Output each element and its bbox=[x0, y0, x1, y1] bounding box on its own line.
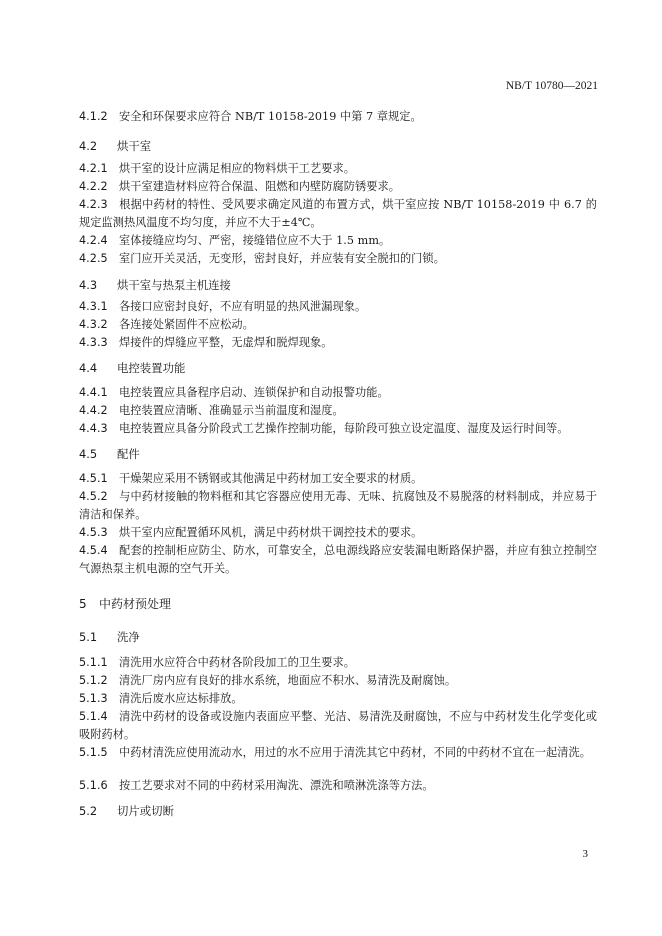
clause-4-4-1 bbox=[79, 384, 597, 402]
clause-text: 电控装置应清晰、准确显示当前温度和湿度。 bbox=[119, 404, 344, 417]
clause-number: 4.2.3 bbox=[79, 198, 108, 211]
clause-4-5-3 bbox=[79, 524, 597, 542]
clause-number: 4.5.1 bbox=[79, 472, 108, 485]
clause-text: 烘干室内应配置循环风机，满足中药材烘干调控技术的要求。 bbox=[119, 526, 423, 539]
clause-5-1-4 bbox=[79, 708, 597, 743]
heading-4-3 bbox=[79, 276, 597, 294]
heading-text: 洗净 bbox=[117, 630, 140, 644]
clause-4-5-2 bbox=[79, 488, 597, 523]
chapter-title: 中药材预处理 bbox=[99, 597, 172, 611]
clause-text: 根据中药材的特性、受风要求确定风道的布置方式，烘干室应按 NB/T 10158-2019 中 6.7 的规定监测热风温度不均匀度，并应不大于±4℃。 bbox=[79, 198, 597, 229]
clause-number: 5.1.3 bbox=[79, 692, 108, 705]
clause-number: 4.2.5 bbox=[79, 252, 108, 265]
clause-4-4-3 bbox=[79, 420, 597, 438]
clause-4-3-1 bbox=[79, 298, 597, 316]
heading-number: 4.5 bbox=[79, 447, 98, 461]
clause-4-5-1 bbox=[79, 470, 597, 488]
clause-number: 4.3.2 bbox=[79, 318, 108, 331]
clause-text: 安全和环保要求应符合 NB/T 10158-2019 中第 7 章规定。 bbox=[119, 110, 422, 123]
clause-text: 清洗中药材的设备或设施内表面应平整、光洁、易清洗及耐腐蚀，不应与中药材发生化学变化或吸附药材。 bbox=[79, 710, 597, 741]
heading-number: 4.4 bbox=[79, 361, 98, 375]
clause-number: 4.5.2 bbox=[79, 490, 108, 503]
heading-text: 电控装置功能 bbox=[117, 361, 186, 375]
clause-number: 4.4.1 bbox=[79, 386, 108, 399]
clause-number: 4.3.1 bbox=[79, 300, 108, 313]
clause-text: 中药材清洗应使用流动水，用过的水不应用于清洗其它中药材，不同的中药材不宜在一起清洗。 bbox=[119, 746, 591, 759]
clause-4-3-2 bbox=[79, 316, 597, 334]
heading-text: 烘干室 bbox=[117, 139, 152, 153]
clause-5-1-1 bbox=[79, 654, 597, 672]
heading-text: 配件 bbox=[117, 447, 140, 461]
clause-text: 室体接缝应均匀、严密，接缝错位应不大于 1.5 mm。 bbox=[119, 234, 391, 247]
clause-text: 各接口应密封良好，不应有明显的热风泄漏现象。 bbox=[119, 300, 367, 313]
clause-5-1-2 bbox=[79, 672, 597, 690]
heading-4-5 bbox=[79, 445, 597, 463]
clause-text: 清洗厂房内应有良好的排水系统，地面应不积水、易清洗及耐腐蚀。 bbox=[119, 674, 457, 687]
clause-4-2-4 bbox=[79, 232, 597, 250]
heading-number: 5.2 bbox=[79, 804, 98, 818]
clause-text: 配套的控制柜应防尘、防水，可靠安全，总电源线路应安装漏电断路保护器，并应有独立控制空气源热泵主机电源的空气开关。 bbox=[79, 544, 597, 575]
clause-4-5-4 bbox=[79, 542, 597, 577]
clause-text: 清洗用水应符合中药材各阶段加工的卫生要求。 bbox=[119, 656, 355, 669]
clause-number: 5.1.5 bbox=[79, 746, 108, 759]
clause-text: 焊接件的焊缝应平整，无虚焊和脱焊现象。 bbox=[119, 336, 333, 349]
clause-text: 烘干室的设计应满足相应的物料烘干工艺要求。 bbox=[119, 162, 355, 175]
clause-number: 5.1.4 bbox=[79, 710, 108, 723]
clause-text: 与中药材接触的物料框和其它容器应使用无毒、无味、抗腐蚀及不易脱落的材料制成，并应易于清洁和保养。 bbox=[79, 490, 597, 521]
clause-number: 5.1.2 bbox=[79, 674, 108, 687]
clause-text: 干燥架应采用不锈钢或其他满足中药材加工安全要求的材质。 bbox=[119, 472, 423, 485]
heading-number: 4.2 bbox=[79, 139, 98, 153]
clause-number: 4.2.4 bbox=[79, 234, 108, 247]
clause-4-1-2 bbox=[79, 108, 597, 126]
heading-5-2 bbox=[79, 802, 597, 820]
chapter-number: 5 bbox=[79, 597, 87, 611]
clause-text: 室门应开关灵活，无变形，密封良好，并应装有安全脱扣的门锁。 bbox=[119, 252, 445, 265]
clause-number: 4.4.2 bbox=[79, 404, 108, 417]
clause-number: 4.4.3 bbox=[79, 422, 108, 435]
clause-5-1-5 bbox=[79, 744, 597, 762]
heading-text: 烘干室与热泵主机连接 bbox=[117, 278, 231, 292]
clause-text: 电控装置应具备程序启动、连锁保护和自动报警功能。 bbox=[119, 386, 389, 399]
clause-text: 按工艺要求对不同的中药材采用淘洗、漂洗和喷淋洗涤等方法。 bbox=[119, 779, 434, 792]
clause-text: 电控装置应具备分阶段式工艺操作控制功能，每阶段可独立设定温度、湿度及运行时间等。 bbox=[119, 422, 569, 435]
clause-5-1-6 bbox=[79, 777, 597, 795]
clause-number: 4.5.4 bbox=[79, 544, 108, 557]
heading-4-4 bbox=[79, 359, 597, 377]
chapter-5-heading bbox=[79, 595, 597, 613]
page-number: 3 bbox=[582, 848, 588, 860]
clause-number: 5.1.1 bbox=[79, 656, 108, 669]
heading-number: 4.3 bbox=[79, 278, 98, 292]
clause-5-1-3 bbox=[79, 690, 597, 708]
standard-code-header: NB/T 10780—2021 bbox=[505, 80, 598, 92]
clause-text: 清洗后废水应达标排放。 bbox=[119, 692, 243, 705]
clause-text: 烘干室建造材料应符合保温、阻燃和内壁防腐防锈要求。 bbox=[119, 180, 400, 193]
clause-4-2-1 bbox=[79, 160, 597, 178]
clause-text: 各连接处紧固件不应松动。 bbox=[119, 318, 254, 331]
clause-4-2-5 bbox=[79, 250, 597, 268]
heading-5-1 bbox=[79, 628, 597, 646]
clause-4-3-3 bbox=[79, 334, 597, 352]
clause-number: 4.3.3 bbox=[79, 336, 108, 349]
heading-4-2 bbox=[79, 137, 597, 155]
clause-number: 4.5.3 bbox=[79, 526, 108, 539]
clause-number: 4.2.2 bbox=[79, 180, 108, 193]
clause-number: 4.2.1 bbox=[79, 162, 108, 175]
clause-number: 4.1.2 bbox=[79, 110, 108, 123]
clause-4-2-3 bbox=[79, 196, 597, 231]
clause-number: 5.1.6 bbox=[79, 779, 108, 792]
clause-4-2-2 bbox=[79, 178, 597, 196]
heading-text: 切片或切断 bbox=[117, 804, 174, 818]
heading-number: 5.1 bbox=[79, 630, 98, 644]
clause-4-4-2 bbox=[79, 402, 597, 420]
